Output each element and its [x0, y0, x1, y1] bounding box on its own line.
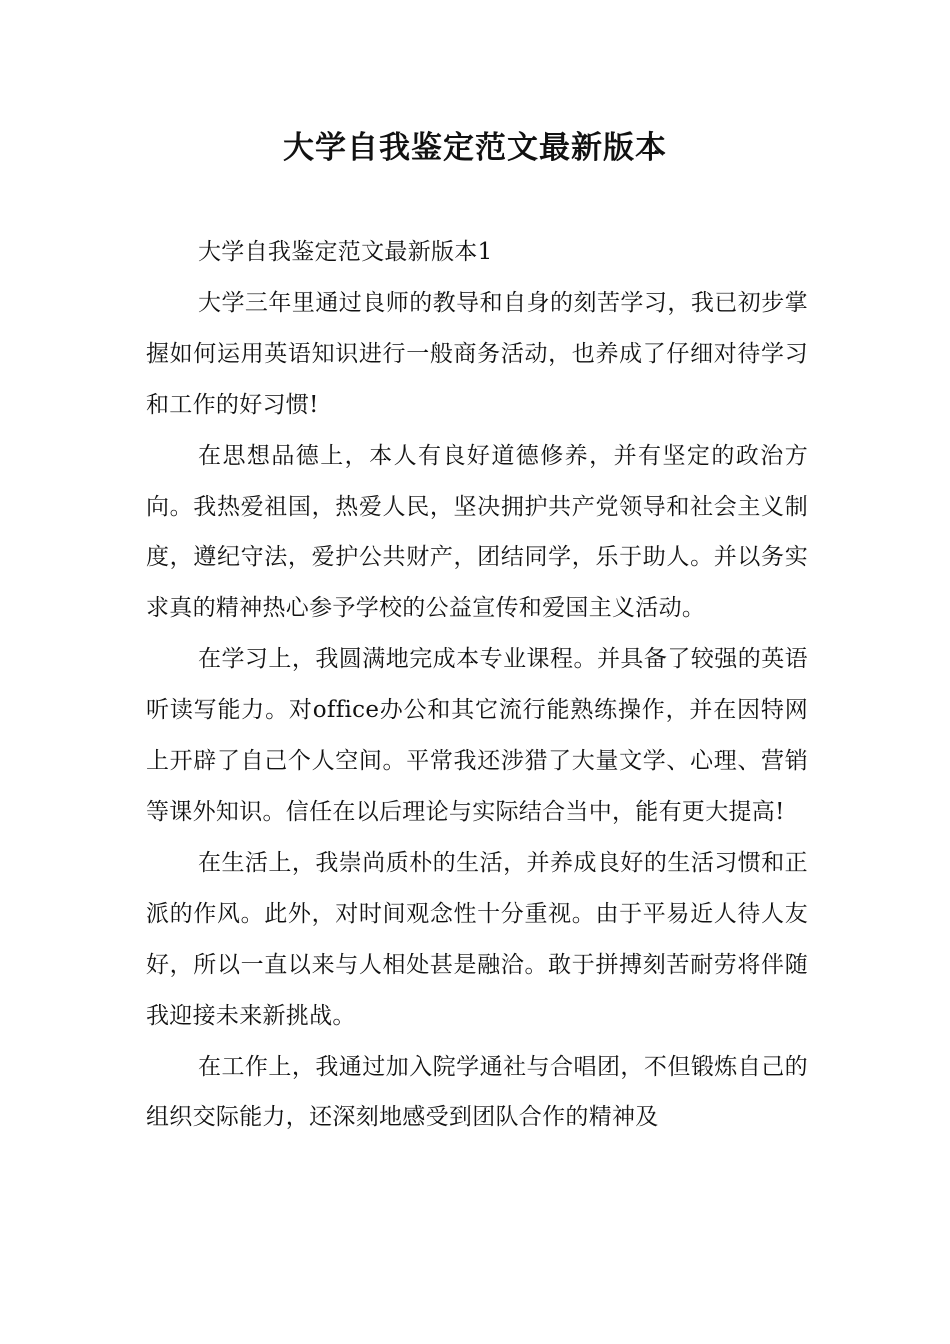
paragraph-intro: 大学三年里通过良师的教导和自身的刻苦学习，我已初步掌握如何运用英语知识进行一般商务活动，也养成了仔细对待学习和工作的好习惯! — [146, 289, 808, 418]
paragraph-life: 在生活上，我崇尚质朴的生活，并养成良好的生活习惯和正派的作风。此外，对时间观念性十分重视。由于平易近人待人友好，所以一直以来与人相处甚是融洽。敢于拼搏刻苦耐劳将伴随我迎接未来新挑战。 — [146, 849, 808, 1029]
document-body — [146, 227, 808, 1143]
paragraph-ideology: 在思想品德上，本人有良好道德修养，并有坚定的政治方向。我热爱祖国，热爱人民，坚决拥护共产党领导和社会主义制度，遵纪守法，爱护公共财产，团结同学，乐于助人。并以务实求真的精神热心参予学校的公益宣传和爱国主义活动。 — [146, 442, 808, 622]
document-title: 大学自我鉴定范文最新版本 — [283, 130, 667, 166]
paragraph-study: 在学习上，我圆满地完成本专业课程。并具备了较强的英语听读写能力。对office办公和其它流行能熟练操作，并在因特网上开辟了自己个人空间。平常我还涉猎了大量文学、心理、营销等课外知识。信任在以后理论与实际结合当中，能有更大提高! — [146, 646, 808, 825]
section-heading: 大学自我鉴定范文最新版本1 — [198, 239, 493, 265]
paragraph-work: 在工作上，我通过加入院学通社与合唱团，不但锻炼自己的组织交际能力，还深刻地感受到团队合作的精神及 — [146, 1053, 808, 1131]
